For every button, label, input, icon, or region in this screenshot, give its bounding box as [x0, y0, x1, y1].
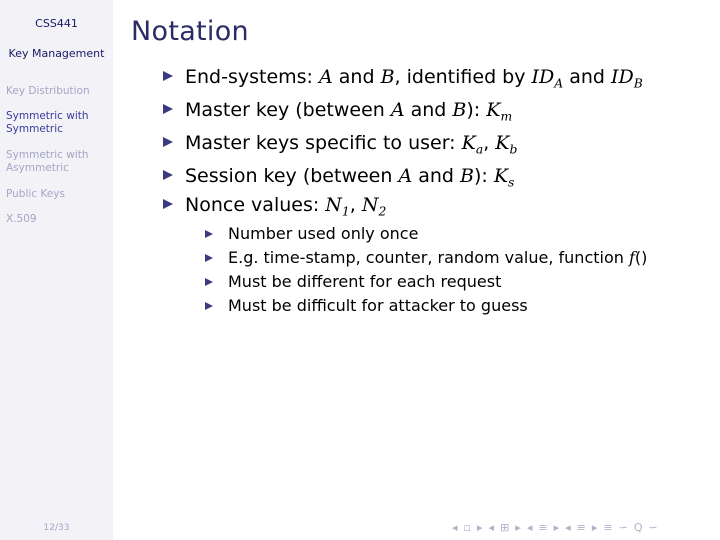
bullet-triangle-icon: [205, 230, 213, 238]
sub-bullet-number-used-once: Number used only once: [205, 224, 418, 243]
nav-subsection-icon[interactable]: ≡: [538, 521, 548, 534]
nav-search-icon[interactable]: Q: [633, 521, 643, 534]
nav-next-slide-icon[interactable]: ▸: [477, 521, 483, 534]
beamer-navigation[interactable]: [452, 521, 658, 534]
nav-toc-icon[interactable]: ≡: [603, 521, 613, 534]
sub-bullet-examples: E.g. time-stamp, counter, random value, function f(): [205, 248, 647, 267]
bullet-triangle-icon: [163, 71, 173, 81]
sidebar-item-symmetric-with-symmetric[interactable]: Symmetric with Symmetric: [6, 110, 89, 135]
sidebar: [0, 0, 113, 540]
nav-next-frame-icon[interactable]: ▸: [515, 521, 521, 534]
bullet-master-keys-user: Master keys specific to user: $K_a$, $K_b$: [163, 132, 517, 156]
sidebar-item-symmetric-with-asymmetric[interactable]: Symmetric with Asymmetric: [6, 149, 89, 174]
nav-back-icon[interactable]: ∽: [618, 521, 628, 534]
bullet-master-key: Master key (between A and B): $K_m$: [163, 99, 512, 123]
sidebar-item-public-keys[interactable]: Public Keys: [6, 188, 65, 200]
bullet-triangle-icon: [163, 104, 173, 114]
slide-title: Notation: [131, 16, 249, 47]
sidebar-section-title[interactable]: Key Management: [8, 47, 105, 60]
nav-prev-slide-icon[interactable]: ◂: [452, 521, 458, 534]
bullet-triangle-icon: [163, 199, 173, 209]
nav-next-subsection-icon[interactable]: ▸: [553, 521, 560, 534]
bullet-triangle-icon: [205, 278, 213, 286]
nav-frame-icon[interactable]: ⊞: [500, 521, 510, 534]
sub-bullet-different-each-request: Must be different for each request: [205, 272, 501, 291]
bullet-session-key: Session key (between A and B): $K_s$: [163, 165, 514, 189]
nav-forward-icon[interactable]: ∽: [648, 521, 658, 534]
bullet-triangle-icon: [205, 254, 213, 262]
sidebar-item-x509[interactable]: X.509: [6, 213, 37, 225]
course-name: CSS441: [35, 17, 78, 30]
nav-next-section-icon[interactable]: ▸: [591, 521, 598, 534]
bullet-triangle-icon: [205, 302, 213, 310]
sidebar-item-key-distribution[interactable]: Key Distribution: [6, 85, 90, 97]
nav-section-icon[interactable]: ≡: [576, 521, 586, 534]
nav-prev-subsection-icon[interactable]: ◂: [526, 521, 533, 534]
bullet-nonce-values: Nonce values: $N_1$, $N_2$: [163, 194, 386, 218]
bullet-triangle-icon: [163, 137, 173, 147]
sub-bullet-difficult-to-guess: Must be difficult for attacker to guess: [205, 296, 528, 315]
nav-slide-icon[interactable]: ▫: [463, 521, 471, 534]
nav-prev-section-icon[interactable]: ◂: [565, 521, 571, 534]
nav-prev-frame-icon[interactable]: ◂: [488, 521, 495, 534]
page-number: 12/33: [43, 523, 70, 533]
bullet-triangle-icon: [163, 170, 173, 180]
bullet-end-systems: End-systems: A and B, identified by $ID_A$ and $ID_B$: [163, 66, 643, 90]
